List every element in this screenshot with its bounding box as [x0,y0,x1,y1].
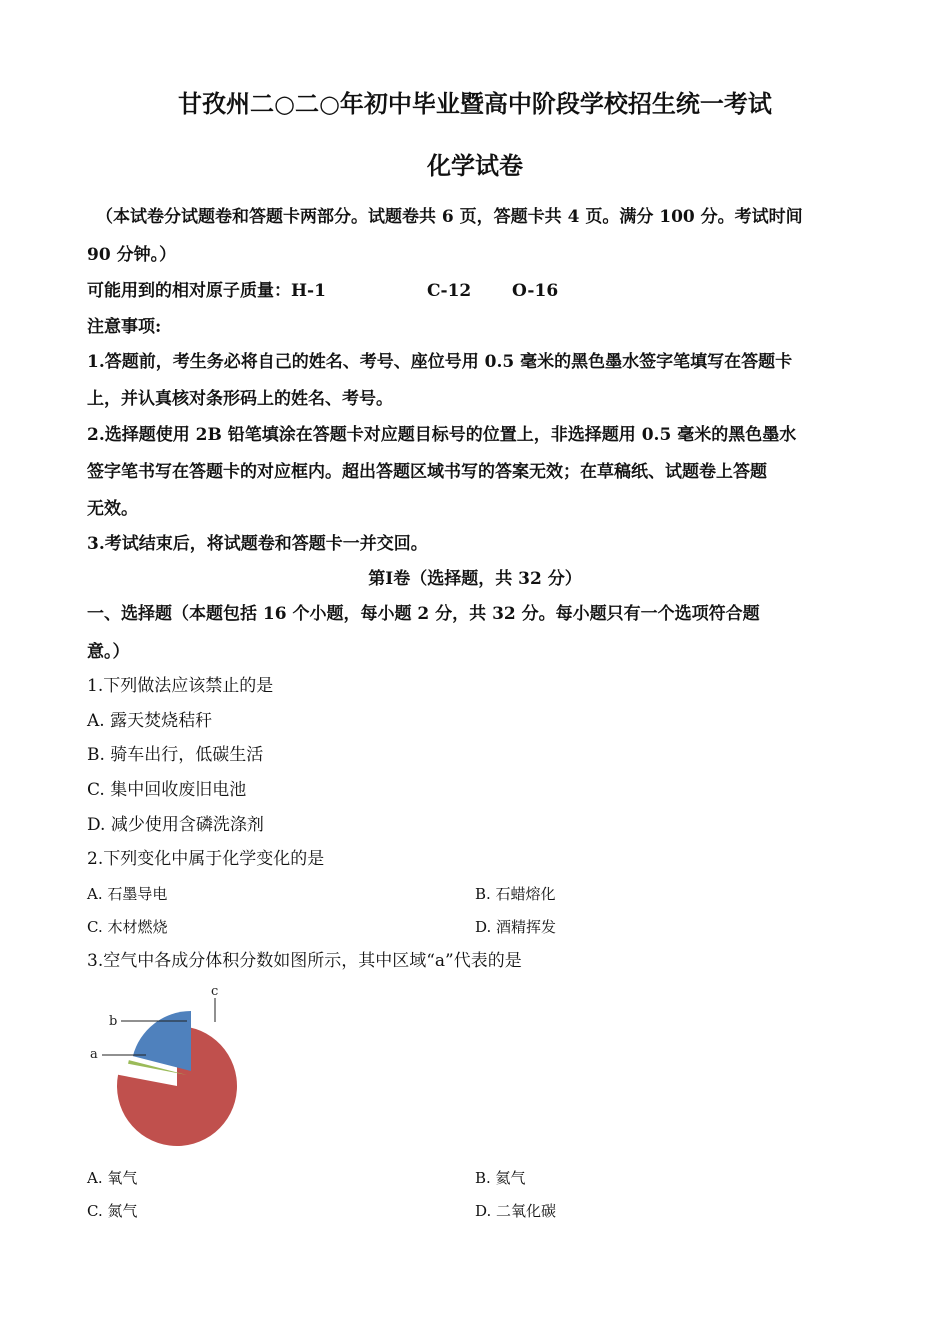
question-1-stem: 1.下列做法应该禁止的是 [87,676,274,696]
atomic-mass-c: C-12 [427,281,472,301]
question-3-option-a: A. 氧气 [87,1169,138,1187]
question-1-option-d: D. 减少使用含磷洗涤剂 [87,815,264,835]
volume-title: 第Ⅰ卷（选择题，共 32 分） [368,569,582,589]
question-3-option-c: C. 氮气 [87,1202,138,1220]
question-1-option-b: B. 骑车出行，低碳生活 [87,745,264,765]
question-2-stem: 2.下列变化中属于化学变化的是 [87,849,325,869]
atomic-mass-h: H-1 [291,281,326,301]
note-1-line-2: 上，并认真核对条形码上的姓名、考号。 [87,389,393,409]
air-composition-pie-chart [84,978,264,1153]
atomic-mass-label: 可能用到的相对原子质量： [87,281,291,301]
notes-heading: 注意事项: [87,317,162,337]
intro-line-2: 90 分钟。） [87,245,177,265]
note-3: 3.考试结束后，将试题卷和答题卡一并交回。 [87,534,428,554]
question-2-option-c: C. 木材燃烧 [87,918,168,936]
pie-label-a: a [90,1047,98,1062]
note-2-line-3: 无效。 [87,499,138,519]
pie-label-b: b [109,1014,118,1029]
exam-subject: 化学试卷 [427,151,523,180]
part-1-heading-line-1: 一、选择题（本题包括 16 个小题，每小题 2 分，共 32 分。每小题只有一个选项符合题 [87,604,760,624]
question-3-option-b: B. 氦气 [475,1169,526,1187]
exam-title: 甘孜州二○二○年初中毕业暨高中阶段学校招生统一考试 [178,89,772,118]
pie-label-c: c [211,984,219,999]
note-1-line-1: 1.答题前，考生务必将自己的姓名、考号、座位号用 0.5 毫米的黑色墨水签字笔填写在答题卡 [87,352,793,372]
pie-slice-c [133,1011,191,1071]
note-2-line-2: 签字笔书写在答题卡的对应框内。超出答题区域书写的答案无效；在草稿纸、试题卷上答题 [87,462,767,482]
question-2-option-d: D. 酒精挥发 [475,918,557,936]
question-2-option-a: A. 石墨导电 [87,885,168,903]
question-1-option-a: A. 露天焚烧秸秆 [87,711,213,731]
question-3-option-d: D. 二氧化碳 [475,1202,557,1220]
note-2-line-1: 2.选择题使用 2B 铅笔填涂在答题卡对应题目标号的位置上，非选择题用 0.5 毫米的黑色墨水 [87,425,797,445]
pie-slices [117,1011,237,1146]
part-1-heading-line-2: 意。） [87,642,130,662]
question-3-stem: 3.空气中各成分体积分数如图所示，其中区域“a”代表的是 [87,951,522,971]
atomic-mass-line [87,279,326,303]
question-2-option-b: B. 石蜡熔化 [475,885,556,903]
intro-line-1: （本试卷分试题卷和答题卡两部分。试题卷共 6 页，答题卡共 4 页。满分 100 分。考试时间 [96,207,803,227]
question-1-option-c: C. 集中回收废旧电池 [87,780,247,800]
atomic-mass-o: O-16 [512,281,559,301]
